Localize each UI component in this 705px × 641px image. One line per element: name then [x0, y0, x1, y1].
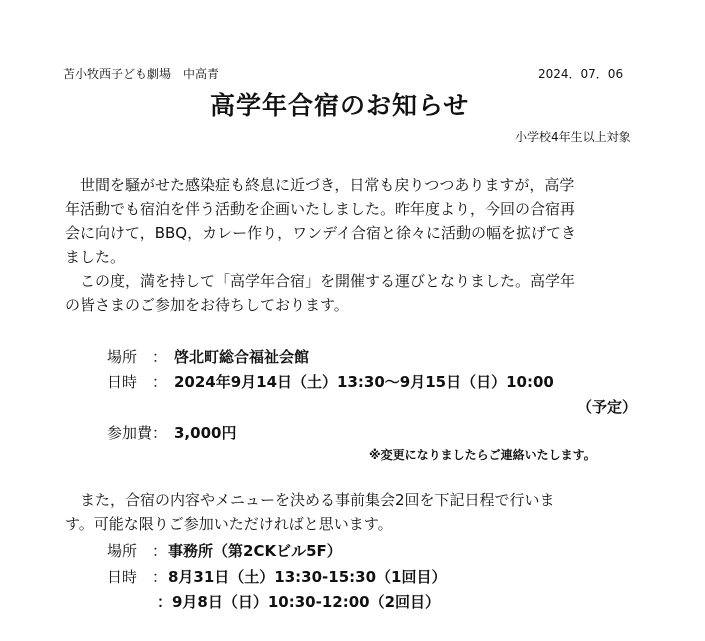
intro-line: 会に向けて，BBQ，カレー作り，ワンデイ合宿と徐々に活動の幅を拡げてき — [65, 224, 577, 242]
intro-line: の皆さまのご参加をお待ちしております。 — [65, 296, 349, 314]
meeting-place-value: 事務所（第2CKビル5F） — [168, 542, 342, 560]
change-note: ※変更になりましたらご連絡いたします。 — [369, 448, 596, 462]
tentative-note: （予定） — [577, 398, 638, 416]
meeting-line: また，合宿の内容やメニューを決める事前集会2回を下記日程で行いま — [65, 491, 555, 509]
intro-line: この度，満を持して「高学年合宿」を開催する運びとなりました。高学年 — [65, 272, 576, 290]
camp-place-value: 啓北町総合福祉会館 — [174, 348, 310, 366]
document-date: 2024．07．06 — [538, 67, 624, 81]
organization-name: 苫小牧西子ども劇場 中高青 — [63, 67, 220, 81]
meeting-paragraph — [65, 488, 555, 536]
fee-value: 3,000円 — [174, 424, 237, 442]
intro-paragraph — [65, 173, 576, 317]
document-title: 高学年合宿のお知らせ — [210, 91, 470, 120]
meeting-place-label: 場所 ： — [107, 542, 168, 560]
camp-place-label: 場所 ： — [107, 348, 168, 366]
intro-line: ました。 — [65, 248, 126, 266]
meeting-datetime-label: 日時 ： — [107, 568, 168, 586]
intro-line: 世間を騒がせた感染症も終息に近づき，日常も戻りつつありますが，高学 — [65, 176, 575, 194]
audience-note: 小学校4年生以上対象 — [515, 130, 631, 144]
meeting-line: す。可能な限りご参加いただければと思います。 — [65, 515, 393, 533]
camp-datetime-value: 2024年9月14日（土）13:30〜9月15日（日）10:00 — [174, 373, 554, 391]
intro-line: 年活動でも宿泊を伴う活動を企画いたしました。昨年度より，今回の合宿再 — [65, 200, 576, 218]
fee-label: 参加費： — [107, 424, 168, 442]
camp-datetime-label: 日時 ： — [107, 373, 168, 391]
meeting-datetime-first: 8月31日（土）13:30-15:30（1回目） — [168, 568, 447, 586]
meeting-datetime-second: ：9月8日（日）10:30-12:00（2回目） — [157, 593, 441, 611]
